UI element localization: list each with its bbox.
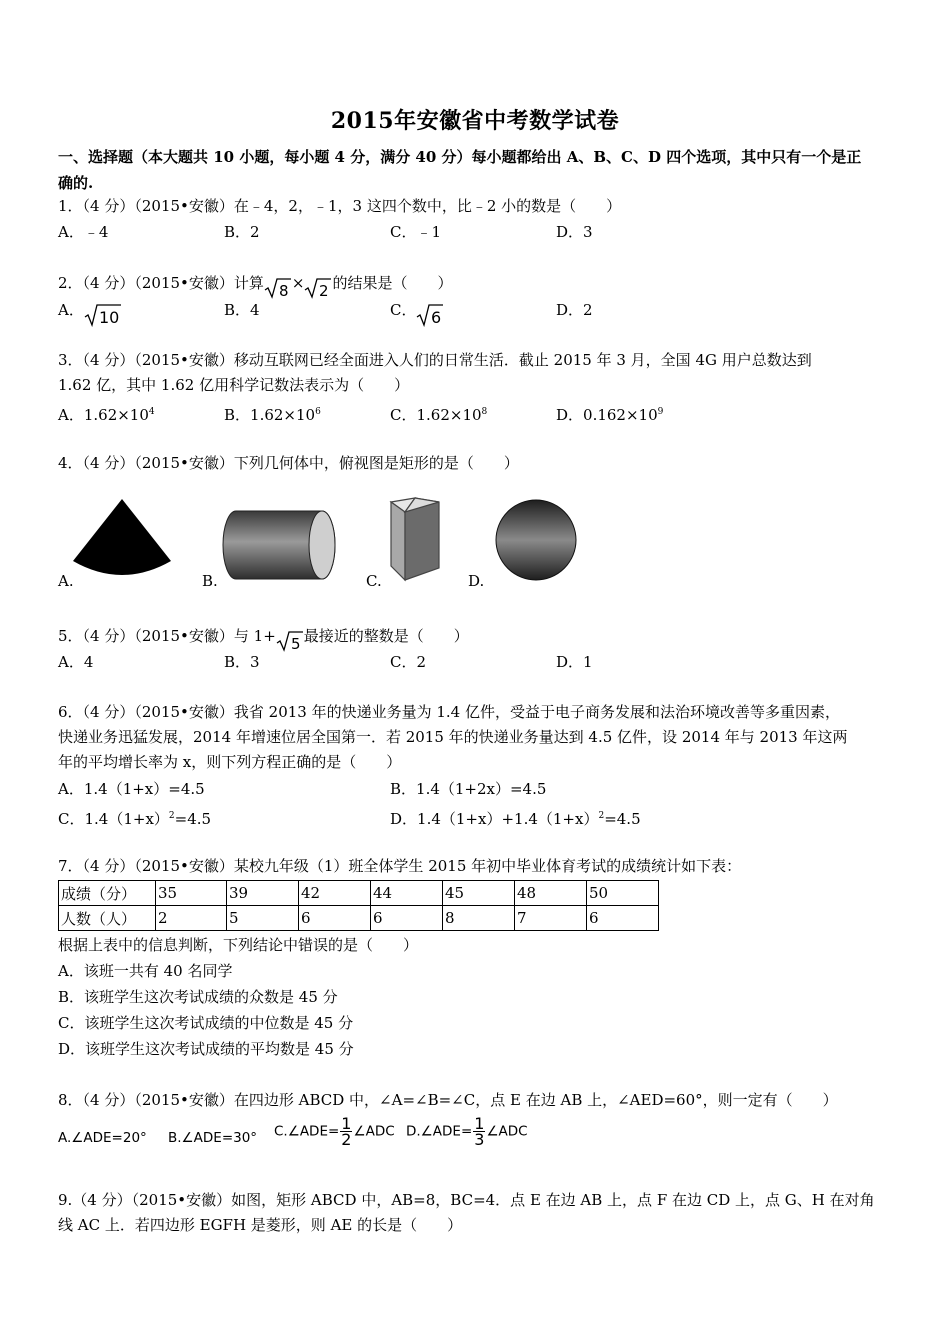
q6-c-exp: 2 bbox=[168, 811, 175, 821]
q3-d-exp: 9 bbox=[657, 407, 664, 417]
q3-option-c bbox=[390, 400, 487, 427]
table-cell: 42 bbox=[299, 881, 371, 906]
q1-option-b: B．2 bbox=[224, 223, 260, 241]
q6-line2: 快递业务迅猛发展，2014 年增速位居全国第一．若 2015 年的快递业务量达到 4.5 亿件，设 2014 年与 2013 年这两 bbox=[58, 728, 848, 746]
q2-option-a bbox=[58, 298, 122, 327]
sqrt-8 bbox=[264, 275, 292, 300]
svg-text:8: 8 bbox=[278, 282, 289, 299]
table-cell: 成绩（分） bbox=[59, 881, 156, 906]
question-1-stem: 1．（4 分）（2015•安徽）在﹣4，2，﹣1，3 这四个数中，比﹣2 小的数是（ ） bbox=[58, 197, 622, 215]
q6-option-a: A．1.4（1+x）=4.5 bbox=[58, 780, 205, 798]
q8-d-pre: D.∠ADE= bbox=[406, 1123, 473, 1140]
question-8-stem: 8．（4 分）（2015•安徽）在四边形 ABCD 中，∠A=∠B=∠C，点 E 在边 AB 上，∠AED=60°，则一定有（ ） bbox=[58, 1091, 838, 1109]
q5-stem-prefix: 5．（4 分）（2015•安徽）与 1+ bbox=[58, 627, 276, 645]
table-row bbox=[59, 906, 659, 931]
q1-option-a: A．﹣4 bbox=[58, 223, 109, 241]
q6-c-pre: C．1.4（1+x） bbox=[58, 810, 169, 828]
table-cell: 50 bbox=[587, 881, 659, 906]
q8-option-a: A.∠ADE=20° bbox=[58, 1130, 147, 1146]
q8-d-num: 1 bbox=[474, 1114, 485, 1133]
fraction-one-half bbox=[340, 1116, 352, 1147]
q5-option-b: B．3 bbox=[224, 653, 260, 671]
q8-c-num: 1 bbox=[341, 1114, 352, 1133]
question-3-stem bbox=[58, 348, 898, 398]
svg-text:6: 6 bbox=[431, 308, 442, 327]
sqrt-5 bbox=[276, 628, 304, 653]
q2-option-a-label: A． bbox=[58, 301, 84, 319]
q1-option-d: D．3 bbox=[556, 223, 593, 241]
q6-line3: 年的平均增长率为 x，则下列方程正确的是（ ） bbox=[58, 753, 402, 771]
q2-option-b: B．4 bbox=[224, 301, 260, 319]
q2-option-d: D．2 bbox=[556, 301, 593, 319]
table-cell: 人数（人） bbox=[59, 906, 156, 931]
q4-label-d: D. bbox=[468, 572, 485, 590]
q8-option-d bbox=[406, 1116, 528, 1147]
q3-option-a bbox=[58, 400, 155, 427]
q5-option-c: C．2 bbox=[390, 653, 427, 671]
q1-option-c: C．﹣1 bbox=[390, 223, 442, 241]
q4-label-a: A. bbox=[58, 572, 74, 590]
q6-d-pre: D．1.4（1+x）+1.4（1+x） bbox=[390, 810, 599, 828]
table-cell: 6 bbox=[299, 906, 371, 931]
page-title: 2015年安徽省中考数学试卷 bbox=[330, 108, 620, 134]
q8-d-den: 3 bbox=[474, 1130, 485, 1149]
table-cell: 6 bbox=[587, 906, 659, 931]
q3-c-label: C． bbox=[390, 406, 417, 424]
table-cell: 35 bbox=[156, 881, 227, 906]
q6-option-b: B．1.4（1+2x）=4.5 bbox=[390, 780, 547, 798]
sphere-figure bbox=[494, 498, 578, 582]
table-cell: 5 bbox=[227, 906, 299, 931]
q3-d-label: D． bbox=[556, 406, 584, 424]
q9-line1: 9.（4 分）（2015•安徽）如图，矩形 ABCD 中，AB=8，BC=4．点 E 在边 AB 上，点 F 在边 CD 上，点 G、H 在对角 bbox=[58, 1191, 875, 1209]
q4-label-c: C. bbox=[366, 572, 382, 590]
q8-d-post: ∠ADC bbox=[486, 1123, 528, 1140]
question-4-stem: 4．（4 分）（2015•安徽）下列几何体中，俯视图是矩形的是（ ） bbox=[58, 454, 519, 472]
table-cell: 7 bbox=[515, 906, 587, 931]
q3-a-label: A． bbox=[58, 406, 84, 424]
q6-line1: 6．（4 分）（2015•安徽）我省 2013 年的快递业务量为 1.4 亿件，受益于电子商务发展和法治环境改善等多重因素， bbox=[58, 703, 840, 721]
q2-stem-prefix: 2．（4 分）（2015•安徽）计算 bbox=[58, 274, 264, 292]
q3-b-base: 1.62×10 bbox=[250, 406, 316, 424]
triangular-prism-figure bbox=[385, 494, 445, 584]
question-6-stem bbox=[58, 700, 898, 775]
q3-line2: 1.62 亿，其中 1.62 亿用科学记数法表示为（ ） bbox=[58, 376, 410, 394]
q3-c-base: 1.62×10 bbox=[416, 406, 482, 424]
q7-option-c: C．该班学生这次考试成绩的中位数是 45 分 bbox=[58, 1014, 354, 1032]
q6-d-post: =4.5 bbox=[604, 810, 641, 828]
q2-option-c-label: C． bbox=[390, 301, 417, 319]
section-heading bbox=[58, 144, 898, 196]
q3-b-label: B． bbox=[224, 406, 251, 424]
fraction-one-third bbox=[473, 1116, 485, 1147]
q3-b-exp: 6 bbox=[315, 407, 321, 417]
q3-c-exp: 8 bbox=[481, 407, 488, 417]
section-heading-line2: 确的. bbox=[58, 174, 94, 192]
q7-option-a: A．该班一共有 40 名同学 bbox=[58, 962, 233, 980]
q3-option-b bbox=[224, 400, 321, 427]
svg-text:5: 5 bbox=[290, 635, 301, 652]
score-table bbox=[58, 880, 659, 931]
q5-option-a: A．4 bbox=[58, 653, 94, 671]
table-cell: 6 bbox=[371, 906, 443, 931]
question-2-stem bbox=[58, 271, 898, 300]
q5-stem-suffix: 最接近的整数是（ ） bbox=[303, 627, 469, 645]
table-cell: 48 bbox=[515, 881, 587, 906]
q8-option-b: B.∠ADE=30° bbox=[168, 1130, 258, 1146]
table-row bbox=[59, 881, 659, 906]
svg-text:2: 2 bbox=[319, 282, 330, 299]
q6-option-d bbox=[390, 804, 641, 831]
times-sign: × bbox=[291, 274, 305, 292]
q8-option-c bbox=[274, 1116, 395, 1147]
q6-d-exp: 2 bbox=[598, 811, 605, 821]
q3-a-exp: 4 bbox=[148, 407, 155, 417]
svg-text:10: 10 bbox=[98, 308, 120, 327]
q8-c-post: ∠ADC bbox=[353, 1123, 395, 1140]
cone-figure bbox=[70, 495, 174, 583]
sqrt-2 bbox=[304, 275, 332, 300]
q8-c-pre: C.∠ADE= bbox=[274, 1123, 340, 1140]
table-cell: 2 bbox=[156, 906, 227, 931]
q9-line2: 线 AC 上．若四边形 EGFH 是菱形，则 AE 的长是（ ） bbox=[58, 1216, 463, 1234]
question-5-stem bbox=[58, 624, 898, 653]
q4-label-b: B. bbox=[202, 572, 218, 590]
q5-option-d: D．1 bbox=[556, 653, 593, 671]
table-cell: 8 bbox=[443, 906, 515, 931]
q8-c-den: 2 bbox=[341, 1130, 352, 1149]
q2-stem-suffix: 的结果是（ ） bbox=[332, 274, 453, 292]
q7-option-b: B．该班学生这次考试成绩的众数是 45 分 bbox=[58, 988, 338, 1006]
sqrt-6 bbox=[416, 302, 444, 327]
cylinder-figure bbox=[222, 508, 338, 582]
table-cell: 44 bbox=[371, 881, 443, 906]
q2-option-c bbox=[390, 298, 444, 327]
question-7-stem: 7．（4 分）（2015•安徽）某校九年级（1）班全体学生 2015 年初中毕业体育考试的成绩统计如下表： bbox=[58, 857, 742, 875]
q3-line1: 3．（4 分）（2015•安徽）移动互联网已经全面进入人们的日常生活．截止 2015 年 3 月，全国 4G 用户总数达到 bbox=[58, 351, 812, 369]
sqrt-10 bbox=[84, 302, 122, 327]
table-cell: 39 bbox=[227, 881, 299, 906]
table-cell: 45 bbox=[443, 881, 515, 906]
q6-c-post: =4.5 bbox=[174, 810, 212, 828]
q7-option-d: D．该班学生这次考试成绩的平均数是 45 分 bbox=[58, 1040, 354, 1058]
q6-option-c bbox=[58, 804, 211, 831]
q3-d-base: 0.162×10 bbox=[583, 406, 658, 424]
q7-question: 根据上表中的信息判断，下列结论中错误的是（ ） bbox=[58, 936, 419, 954]
q3-option-d bbox=[556, 400, 663, 427]
section-heading-line1: 一、选择题（本大题共 10 小题，每小题 4 分，满分 40 分）每小题都给出 A、B、C、D 四个选项，其中只有一个是正 bbox=[58, 148, 862, 166]
question-9-stem bbox=[58, 1188, 898, 1238]
q3-a-base: 1.62×10 bbox=[83, 406, 149, 424]
